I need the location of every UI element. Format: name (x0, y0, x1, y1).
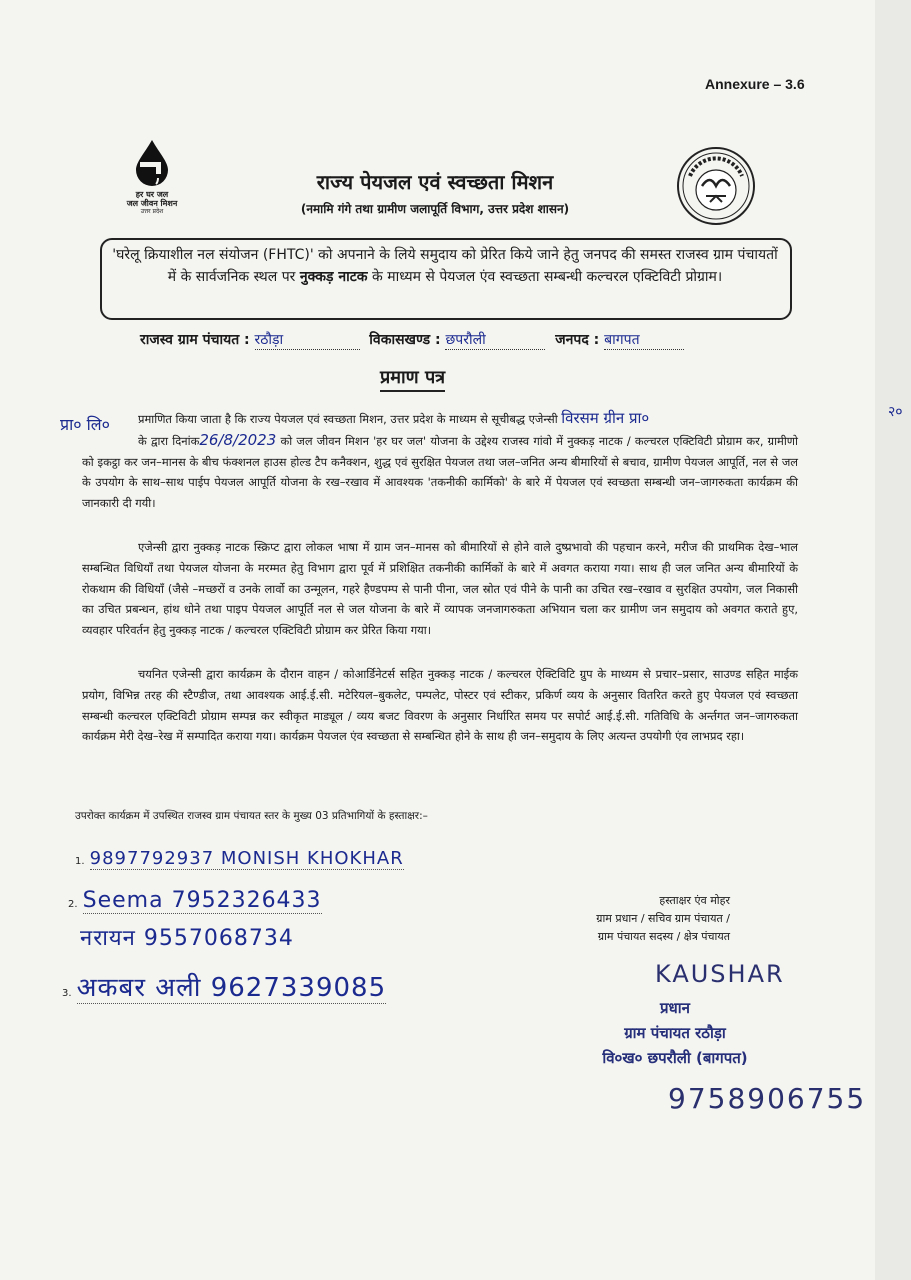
p1-text-a: प्रमाणित किया जाता है कि राज्य पेयजल एवं स्वच्छता मिशन, उत्तर प्रदेश के माध्यम से सूचीबद्ध एजेन्सी (138, 412, 558, 426)
handwritten-margin-note: प्रा० लि० (60, 415, 110, 434)
district-label: जनपद : (555, 332, 600, 348)
stamp-line1: हस्ताक्षर एंव मोहर (659, 894, 730, 907)
signature-number-3: 3. (62, 988, 72, 999)
up-government-seal-icon (676, 146, 756, 226)
signature-2b: नरायन 9557068734 (80, 926, 294, 951)
program-text-a: 'घरेलू क्रियाशील नल संयोजन (FHTC)' को अपनाने के लिये समुदाय को प्रेरित किये जाने हेतु जनपद की समस्त राजस्व ग्राम पंचायतों में के सार्वजनिक स्थल पर (112, 247, 778, 285)
stamp-line2: ग्राम प्रधान / सचिव ग्राम पंचायत / (596, 912, 730, 925)
paragraph-1 (82, 408, 798, 514)
mission-subtitle: (नमामि गंगे तथा ग्रामीण जलापूर्ति विभाग, उत्तर प्रदेश शासन) (300, 202, 570, 216)
block-value: छपरौली (445, 332, 486, 348)
location-fields (140, 330, 684, 350)
district-field (604, 330, 684, 350)
page-edge (875, 0, 911, 1280)
mission-title: राज्य पेयजल एवं स्वच्छता मिशन (316, 170, 554, 194)
p1-text-c: को जल जीवन मिशन 'हर घर जल' योजना के उद्देश्य राजस्व गांवो में नुक्कड़ नाटक / कल्चरल एक्टिविटी प्रोग्राम कर, ग्रामीणो को इकट्ठा कर जन–मानस के बीच फंक्शनल हाउस होल्ड टैप कनैक्शन, शुद्ध एवं सुरक्षित पेयजल तथा जल–जनित अन्य बीमारियों से बचाव, ग्रामीण पेयजल आपूर्ति, नल से जल के उपयोग के साथ–साथ पाईप पेयजल आपूर्ति योजना के रख–रखाव में आवश्यक 'तकनीकी कार्मिको' के बारे में पेयजल एवं स्वच्छता सम्बन्धी जन–जागरुकता कार्यक्रम की जानकारी दी गयी। (82, 433, 798, 511)
pradhan-stamp (560, 996, 790, 1071)
signature-number-2: 2. (68, 899, 78, 910)
signatures-intro: उपरोक्त कार्यक्रम में उपस्थित राजस्व ग्राम पंचायत स्तर के मुख्य 03 प्रतिभागियों के हस्ताक्षर:– (75, 810, 428, 822)
pradhan-signature: KAUSHAR (655, 960, 785, 988)
pradhan-block: वि०ख० छपरौली (बागपत) (602, 1049, 748, 1067)
signature-1: 9897792937 MONISH KHOKHAR (89, 848, 404, 869)
signature-2: Seema 7952326433 (82, 888, 322, 913)
gram-panchayat-value: रठौड़ा (254, 332, 284, 348)
signature-number-1: 1. (75, 856, 85, 867)
pradhan-phone: 9758906755 (668, 1082, 867, 1115)
stamp-block (540, 892, 730, 946)
program-text-b: के माध्यम से पेयजल एंव स्वच्छता सम्बन्धी कल्चरल एक्टिविटी प्रोग्राम। (367, 269, 723, 285)
date-handwritten: 26/8/2023 (199, 430, 277, 449)
annexure-label: Annexure – 3.6 (705, 76, 805, 92)
signature-row-3 (62, 968, 386, 1004)
signature-3: अकबर अली 9627339085 (76, 973, 387, 1003)
pradhan-panchayat: ग्राम पंचायत रठौड़ा (624, 1024, 726, 1042)
logo-line1: हर घर जल (135, 190, 169, 199)
p1-text-b: के द्वारा दिनांक (138, 433, 200, 448)
paragraph-2 (82, 537, 798, 641)
paragraph-3 (82, 664, 798, 747)
water-drop-tap-icon (130, 138, 174, 186)
certificate-heading: प्रमाण पत्र (380, 365, 445, 392)
signature-row-1 (75, 848, 404, 869)
program-text-bold: नुक्कड़ नाटक (299, 269, 368, 285)
stamp-line3: ग्राम पंचायत सदस्य / क्षेत्र पंचायत (597, 930, 730, 943)
pradhan-title: प्रधान (660, 999, 690, 1017)
gram-panchayat-field (255, 330, 360, 350)
program-description (110, 244, 780, 288)
handwritten-side-note: २० (888, 404, 903, 420)
gram-panchayat-label: राजस्व ग्राम पंचायत : (140, 332, 250, 348)
signature-row-2b (80, 922, 294, 952)
block-label: विकासखण्ड : (369, 332, 441, 348)
agency-name-handwritten: विरसम ग्रीन प्रा० (561, 409, 650, 427)
har-ghar-jal-logo (112, 138, 192, 215)
p3-text: चयनित एजेन्सी द्वारा कार्यक्रम के दौरान वाहन / कोआर्डिनेटर्स सहित नुक्कड़ नाटक / कल्चरल ऐक्टिविटि ग्रुप के माध्यम से प्रचार–प्रसार, साउण्ड सहित माईक प्रयोग, विभिन्न तरह की स्टैण्डीज, तथा आवश्यक आई.ई.सी. मटेरियल–बुकलेट, पम्पलेट, पोस्टर एवं स्टीकर, प्रकिर्ण व्यय के अनुसार वितरित करते हुए पेयजल एवं स्वच्छता सम्बन्धी कल्चरल एक्टिविटी प्रोग्राम सम्पन्न कर स्वीकृत माड्यूल / व्यय बजट विवरण के अनुसार निर्धारित समय पर सपोर्ट आई.ई.सी. गतिविधि के अर्न्तगत जन–जागरुकता कार्यक्रम मेरी देख–रेख में सम्पादित कराया गया। कार्यक्रम पेयजल एंव स्वच्छता से सम्बन्धित होने के साथ ही जन–समुदाय के लिए अत्यन्त उपयोगी एंव लाभप्रद रहा। (82, 667, 798, 744)
logo-line3: उत्तर प्रदेश (140, 208, 164, 215)
logo-line2: जल जीवन मिशन (126, 199, 178, 208)
signature-row-2 (68, 888, 322, 913)
block-field (445, 330, 545, 350)
p2-text: एजेन्सी द्वारा नुक्कड़ नाटक स्क्रिप्ट द्वारा लोकल भाषा में ग्राम जन–मानस को बीमारियों से होने वाले दुष्प्रभावो की पहचान करने, मरीज की प्राथमिक देख–भाल सम्बन्धित विधियाँ तथा पेयजल योजना के मरम्मत हेतु विभाग द्वारा पूर्व में प्रशिक्षित तकनीकी कार्मिकों के बारे में अवगत कराया गया। साथ ही जल जनित अन्य बीमारियों के रोकथाम की विधियाँ (जैसे –मच्छरों व उनके लार्वो का उन्मूलन, गहरे हैण्डपम्प से पानी पीना, जल स्रोत एवं पीने के पानी का उचित रख–रखाव व सुरक्षित उपयोग, जल निकासी का उचित प्रबन्धन, हांथ धोने तथा पाइप पेयजल आपूर्ति नल से जल योजना के बारे में व्यापक जनजागरुकता अभियान चला कर ग्रामीण जन समुदाय को अवगत कराते हुए, व्यवहार परिवर्तन हेतु नुक्कड़ नाटक / कल्चरल एक्टिविटी प्रोग्राम कर प्रेरित किया गया। (82, 540, 798, 638)
district-value: बागपत (604, 332, 640, 348)
